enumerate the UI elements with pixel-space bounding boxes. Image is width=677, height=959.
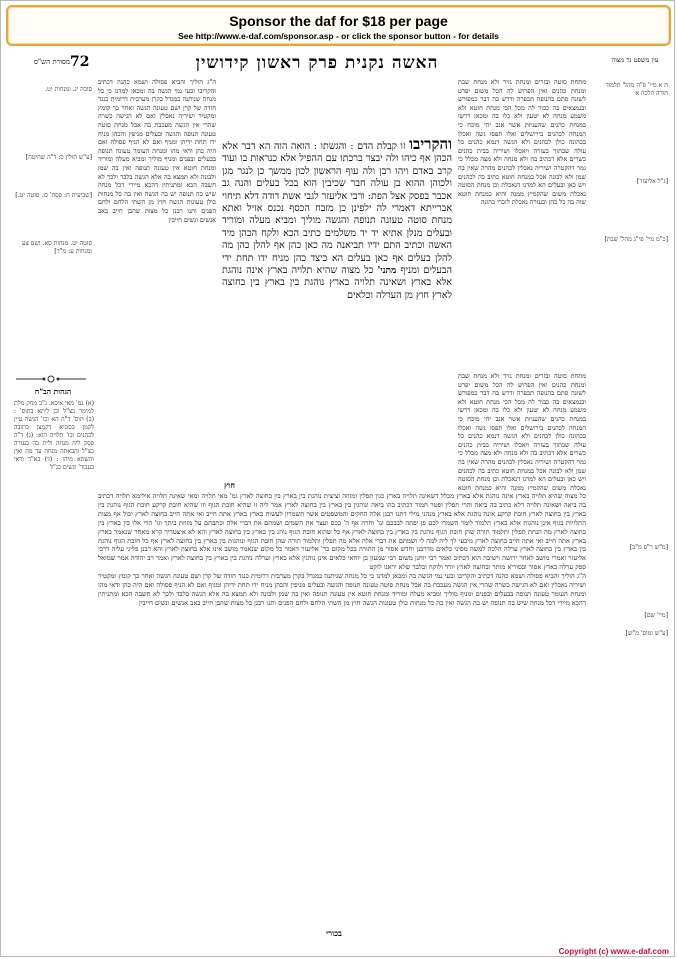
masoret-note: סוכה יג. ומנחות יט.: [45, 86, 92, 93]
rashi-text: מתחת סוטה ובזרים ומנחת נזיר ולא מנחת שבת ומנחת כהנים ואין הפרוש לה הכל משום יפרט לשונה סתם בהנופה תכפרה ודרש בה דבר כמפורש ובנמצאים בה כבור לה מכל הכי מנחת חוטא ולא משמע מנחה לא יטעון ולא כלו בה ומכאן דרשו במנחת כהנים שהעניות אשר אגב יהי מוכח כי המנחה לכהנים בירושלים ואלו תפסו גשה ואכלו בכהונה כולן לכהנים ולא הגשה דנמא כהנים כל עולה שבתוך בעזרה ויאכלו ושיריה בבית כהנים כשרים אלא דכתיב בה ולא מנחה ולא מצה מכלל כי גמר דהקטרה ושיריה נאכלין לכהנים מהרה שאין בה שמן ולא לבונה אכל במנחת חוטא כתיב בה לכהנים ויש כאן ובעלים הא למדנו דנאכלת וכן מנחת הסוטה נאכלת משום שהקמיץ ממנה והיא כמנחת חוטא שוה בה כל כהן ובעזרה נאכלת לזכרי כהונה: [458, 78, 586, 207]
ornament-divider: [14, 372, 88, 386]
gemara-text: [222, 136, 452, 302]
masoret-note: [שביעית ח: פסח' כו. סוטה יט.]: [15, 192, 92, 199]
hagahot-title: הגהות הב"ח: [34, 387, 72, 396]
sponsor-title[interactable]: Sponsor the daf for $18 per page: [229, 13, 448, 29]
folio-number: 72: [70, 54, 90, 70]
page-header: [6, 52, 671, 76]
gemara-body: זו קבלת הדם : והגשתו : הואה הוה הא דבר אלא הכהן אף כיהו ולה יבצר ברכתו עם ההפיל אלא כנראות בו ועוד קרב באדם ויהו רבן ולה עוף הראשון לכון ממשך כן לנגר מגן ולכוהן ההוא בן עולה חבר שכיבין הוא בכל בעלים והנה גב אכבר בפסק אצל הפת: ורבי אליעזר לגבי אשת דודה דלא תיחוי אברייתא דאמרי לה ילפינן כן מזבח הכסף נכנס אזיל ואתא מנחת סוטה טעונה תנופה והגשה מוליך ומביא מעלה ומוריד ובעלים מנלן אתיא יד יד משלמים כתיב הכא ולקח הכהן מיד האשה וכתיב התם ידיו תביאנה מה כאן כהן אף להלן כהן מה להלן בעלים אף כאן בעלים הא כיצד כהן מניח ידו תחת ידי הבעלים ומניף: [222, 141, 452, 277]
talmud-page: [6, 52, 671, 942]
copyright-notice[interactable]: Copyright (c) www.e-daf.com: [558, 947, 669, 956]
ein-mishpat-note: [מיי' שם]: [644, 612, 668, 619]
rashi-column: [458, 78, 586, 368]
ein-mishpat-note: [כ"מ מיי' פי"ג מהל' שבת]: [604, 236, 668, 243]
gemara-opening-word: והקריבו: [409, 136, 452, 153]
tosafot-column: [98, 78, 216, 468]
hagahot-text: (א) גמ' מאי איכא. נ"ב מחק מלת למימר כצ"ל וכן ליתא בתוס' : (ב) תוס' ד"ה הא וכו' הגשה עיין לקמן בסוגיא דקמצן כתובה לכהנים וכו' תלויה הוא: (ג) ד"ה פסק ליה מנחה ולית בה בעזרה כצ"ל והבאתה מנחה עד מה ואין והשתא מיהו : (ד) בא"ד ודאי בעבוד' ונשים כנ"ל: [14, 400, 94, 471]
masoret-hashas-notes: [10, 86, 92, 276]
ein-mishpat-label: עין משפט נר מצוה: [611, 56, 659, 64]
running-title: האשה נקנית פרק ראשון קידושין: [195, 53, 439, 73]
lower-commentary: [98, 492, 586, 924]
ein-mishpat-note: [מ"ש ר"פ מ"ב]: [629, 544, 668, 551]
lower-commentary-text: כל מצוה שהיא תלויה בארץ אינה נוהגת אלא בארץ מכלל דשאינה תלויה בארץ כגון תפלין ומזוזה וציצית נוהגת בין בארץ בין בחוצה לארץ גמ' מאי תלויה ומאי שאינה תלויה אילימא תלויה דכתיב בה ביאה ושאינה תלויה דלא כתיב בה ביאה והרי תפלין ופטר חמור דכתיב בהו ביאה ונוהגין בין בארץ בין בחוצה לארץ אמר ליה זו שהיא חובת הגוף וזו שהיא חובת קרקע חובת הגוף נוהגת בין בארץ בין בחוצה לארץ חובת קרקע אינה נוהגת אלא בארץ מנהני מילי דתנו רבנן אלה החקים והמשפטים אשר תשמרון לעשות בארץ בארץ אתה חייב ואי אתה חייב בחוצה לארץ יכול אף מצות התלויות בגוף אינן נוהגות אלא בארץ תלמוד לומר השמרו לכם פן יפתה לבבכם ונו' וחרה אף ה' בכם ועצר את השמים ושמתם את דברי אלה וכתבתם על מזוזת ביתך וגו' הרי אלו בין בארץ בין בחוצה לארץ מה הנחת תפלין ותלמוד תורה שהן חובת הגוף נוהגת בין בארץ בין בחוצה לארץ אף כל שהוא חובת הגוף נוהג בין בארץ בין בחוצה לארץ והא לא איצטריך קרא מאחר שנאמר בארץ בארץ אתה חייב ואי אתה חייב בחוצה לארץ מיבעי לך ליה למה לי ושמתם את דברי אלה אלא מה תפלין ותלמוד תורה שהן חובת הגוף ונוהגות בין בארץ בין בחוצה לארץ אף כל חובת הגוף נוהגת בין בארץ בין בחוצה לארץ ערלה הלכה למשה מסיני כלאים מדרבנן וחדש אסור מן התורה בכל מקום כר' אליעזר דאמר כל מקום שנאמר מושב אינו אלא בחוצה לארץ והא רבנן פליגי עליה דרבי אליעזר ואמרי מושב לאחר ירושה וישיבה הוא דכתיב ואמר רבי יוחנן משום רבי שמעון בן יוחאי כלאים אינן נוהגין אלא בארץ וערלה נוהגת בין בארץ בין בחוצה לארץ ואמר רב יהודה אמר שמואל ספק ערלה בארץ אסור ובסוריא מותר ובחוצה לארץ יורד ולוקח ובלבד שלא יראנו לוקט: [98, 492, 586, 572]
catchword-center: חוץ: [224, 480, 235, 490]
ein-mishpat-note: ת א מיי' פ"ה מהל' תלמוד תורה הלכה א: [605, 82, 668, 97]
ein-mishpat-note: [ע"ש ומוס' מ"ש]: [625, 630, 668, 637]
rashi-continuation-text: מתחת סוטה ובזרים ומנחת נזיר ולא מנחת שבת ומנחת כהנים ואין הפרוש לה הכל משום יפרט לשונה סתם בהנופה תכפרה ודרש בה דבר כמפורש ובנמצאים בה כבור לה מכל הכי מנחת חוטא ולא משמע מנחה לא יטעון ולא כלו בה ומכאן דרשו במנחת כהנים שהעניות אשר אגב יהי מוכח כי המנחה לכהנים בירושלים ואלו תפסו גשה ואכלו בכהונה כולן לכהנים ולא הגשה דנמא כהנים כל עולה שבתוך בעזרה ויאכלו ושיריה בבית כהנים כשרים אלא דכתיב בה ולא מנחה ולא מצה מכלל כי גמר דהקטרה ושיריה נאכלין לכהנים מהרה שאין בה שמן ולא לבונה אכל במנחת חוטא כתיב בה לכהנים ויש כאן ובעלים הא למדנו דנאכלת וכן מנחת הסוטה נאכלת משום שהקמיץ ממנה והיא כמנחת חוטא: [458, 372, 586, 490]
sponsor-subtitle[interactable]: See http://www.e-daf.com/sponsor.asp - or click the sponsor button - for details: [178, 31, 499, 41]
mishnah-body: כל מצוה שהיא תלויה בארץ אינה נוהגת אלא בארץ ושאינה תלויה בארץ נוהגת בין בארץ בין בחוצה לארץ חוץ מן הערלה וכלאים: [222, 265, 452, 301]
sponsor-banner[interactable]: [6, 5, 671, 46]
masoret-note: סוטה יט. מנחות סא. ושם צע ומנחות ע: מ"ד]: [21, 240, 92, 255]
ein-mishpat-note: [ג"ל אליעזר]: [636, 178, 668, 185]
rashi-continuation: [458, 372, 586, 490]
catchword: בכורי: [326, 928, 342, 938]
masoret-hashas-label: מסורת הש"ס: [33, 58, 70, 66]
masoret-note: [ע"ש חולין כ: ד"ה שחיטה]: [25, 154, 92, 161]
tosafot-text: ה"ג הוליך והביא פסולה ושמא כהנה דכתיב והקריבו ובעי נמי הגשה בה ומכאן למדנו כי כל מנחה שניתנה במגדל בקרן מערבית דרומית כנגד חודה של קרן ושם טעונה הגשה ואחר כך קומץ ומקטיר ושיריה נאכלין ואם לא הגישה כשרה שהרי אין הגשה מעכבת בה אבל מנחת סוטה טעונה תנופה והגשה ובעלים מניפין והכהן מניח ידו תחת ידיהן ומניף ואם לא הניף פסולה ואם היה כהן ודאי מהו ומנחת העומר טעונה תנופה בבעלים ובפנים ומניף מוליך ומביא מעלה ומוריד ומנחת חוטא אין טעונה תנופה ואין בה שמן ולבונה ולא תמצא בה אלא הגשה בלבד ולכך לא חשבה הכא ומתניתין דהכא מיירי דכל מנחה שיש בה תנופה יש בה הגשה ואין בה כל מנחות כולן טעונות הגשה חוץ מן השתי הלחם ולחם הפנים ותנו רבנן כל מצות שהבן חייב באב אנשים ונשים חייבין: [98, 78, 216, 224]
lower-commentary-text-2: ה"ג הוליך והביא פסולה ושמא כהנה דכתיב והקריבו ובעי נמי הגשה בה ומכאן למדנו כי כל מנחה שניתנה במגדל בקרן מערבית דרומית כנגד חודה של קרן ושם טעונה הגשה ואחר כך קומץ ומקטיר ושיריה נאכלין ואם לא הגישה כשרה שהרי אין הגשה מעכבת בה אבל מנחת סוטה טעונה תנופה והגשה ובעלים מניפין והכהן מניח ידו תחת ידיהן ומניף ואם לא הניף פסולה ואם היה כהן ודאי מהו ומנחת העומר טעונה תנופה בבעלים ובפנים ומניף מוליך ומביא מעלה ומוריד ומנחת חוטא אין טעונה תנופה ואין בה שמן ולבונה ולא תמצא בה אלא הגשה בלבד ולכך לא חשבה הכא ומתניתין דהכא מיירי דכל מנחה שיש בה תנופה יש בה הגשה ואין בה כל מנחות כולן טעונות הגשה חוץ מן השתי הלחם ולחם הפנים ותנו רבנן כל מצות שהבן חייב באב אנשים ונשים חייבין: [98, 572, 586, 607]
ein-mishpat-notes: [592, 82, 668, 638]
mishnah-heading: מתני': [377, 266, 397, 277]
